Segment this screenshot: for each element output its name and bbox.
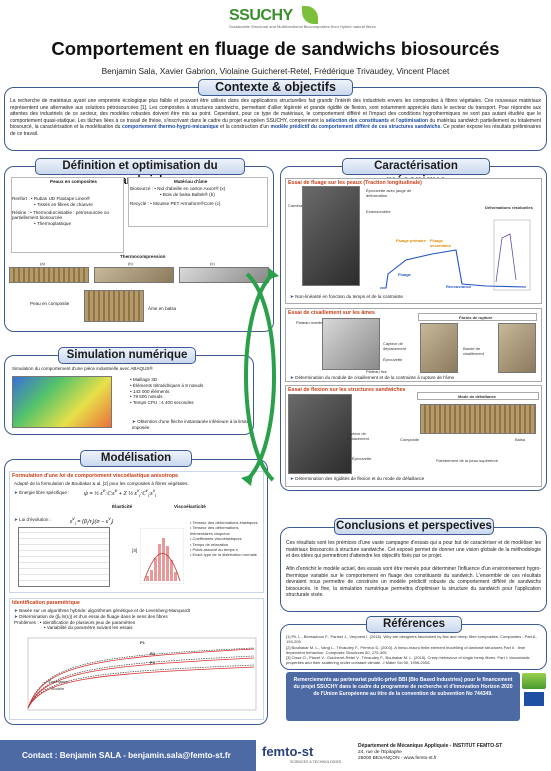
fluage-curve [376, 216, 538, 292]
flexion-setup-photo [288, 394, 352, 474]
ame-content: Biosourcé : • Nid d'abeille en carton Axxor® (x) • Bois de balsa Baltek® (b) Recyclé : • Mousse PET Armaform®Core (c) [130, 186, 226, 206]
curve-label-p3: P3 [150, 660, 155, 665]
loi-evolution-equation: ε̇$^v_i$ = $(\beta_i/\tau_i)(\sigma - \varepsilon^v_i)$ [70, 516, 114, 526]
conclusions-p2: Afin d'enrichir le modèle actuel, des essais vont être menés pour déterminer l'influence d'un environnement hygro-thermique variable sur le comportement en fluage des constituants du sandwich. L'ensemble de ces résultats devraient nous permettre de construire un modèle prédictif robuste du comportement différé de sandwichs biosourcés. In fine, la simulation numérique permettra d'optimiser la structure du sandwich pour l'application structurale visée. [286, 566, 541, 599]
sandwich-section-photo [84, 290, 144, 322]
label-recouvrance: Recouvrance [446, 284, 472, 289]
honeycomb-core-photo [9, 267, 89, 283]
cycle-arrows-icon [233, 266, 287, 488]
ame-title: Matériau d'âme [174, 179, 208, 184]
cisaillement-title: Essai de cisaillement sur les âmes [288, 310, 375, 316]
defaillance-header [417, 392, 539, 400]
conclusions-heading: Conclusions et perspectives [334, 518, 494, 535]
bbi-logo [522, 673, 546, 689]
references-heading: Références [366, 616, 462, 633]
contexte-text: La recherche de matériaux ayant une empreinte écologique plus faible et pouvant être utilisés dans des applications structurelles fait grandir l'intérêt des industriels envers les composites à fibres végétales. Ces nouveaux matériaux représentent une alternative aux solutions pétrosourcées [1]. Les composites à structures sandwichs, permettant d'allier légèreté et grande rigidité de flexion, sont notamment appréciés dans le secteur du transport. Pour répondre aux attentes des industriels de ce secteur, des modèles robustes doivent être mis au point. Cependant, pour ce type de matériaux, le comportement différé et l'impact des conditions hygrothermiques ne sont pas autant étudiés que le comportement quasi-statique. Les tâches liées à ce travail de thèse, s'inscrivant dans le cadre du projet européen SSUCHY, comprennent la sélection des constituants et l'optimisation du matériau sandwich partiellement ou totalement biosourcé, la caractérisation et la modélisation du comportement thermo-hygro-mécanique et la construction d'un modèle prédictif du comportement différé de ces structures sandwichs. Ce poster expose les résultats préliminaires de ce travail. [10, 98, 542, 137]
references-list [286, 634, 542, 666]
curve-label-p1: P1 [140, 640, 145, 645]
abaqus-mesh-image [12, 376, 112, 428]
loi-line1: Adapté de la formulation de Boubakar & al. [2] pour les composites à fibres végétales. [14, 481, 189, 486]
viscoelasticite-label: Viscoélasticité [174, 504, 206, 509]
label-eprouvette-flexion: Éprouvette [352, 456, 372, 461]
energie-label: ➤ Énergie libre spécifique : [14, 490, 69, 496]
caracterisation-heading: Caractérisation [342, 158, 490, 175]
facies-photo-1 [420, 323, 458, 373]
cisaillement-setup-photo [322, 318, 380, 370]
reference-2: [2] Boubakar M. L., Vang L., Trivaudey F., Perreux D. (2003). A meso-macro finite element modelling of laminate structures Part II : time dependent behaviour. Composite Structures 60, 275-305. [286, 644, 526, 655]
label-camera: Caméra [288, 203, 303, 208]
curve-label-p2: P2 [150, 651, 155, 656]
core-label-c: (c) [210, 261, 215, 266]
reference-3: [3] Cisse O., Placet V., Guicheret-Retel V., Trivaudey F., Boubakar M. L. (2015). Creep behaviour of single hemp fibres. Part I: viscoelastic properties and their scattering under constant climate. J Mater Sci 50, 1996-2006. [286, 655, 530, 666]
loi-evolution-label: ➤ Loi d'évolution : [14, 517, 51, 523]
conclusions-p1: Ces résultats sont les prémices d'une vaste campagne d'essais qui a pour but de caractériser et de modéliser les matériaux biosourcés à structure sandwiche. Cet exposé permet de donner une vision globale de la méthodologie et des idées qui permettront d'atteindre les objectifs fixés par ce projet. [286, 540, 541, 560]
label-extensometre: Extensomètre [366, 209, 391, 214]
label-composite: Composite [400, 437, 420, 442]
label-eprouvette: Éprouvette [383, 357, 403, 362]
balsa-core-photo [94, 267, 174, 283]
simulation-result: ➤ Obtention d'une flèche instantanée inférieure à la limite imposée. [132, 419, 250, 431]
definition-heading: Définition et optimisation du [35, 158, 245, 175]
elasticite-label: Élasticité [112, 504, 133, 509]
identification-title: Identification paramétrique [12, 600, 80, 606]
simulation-list: • Maillage 3D • Éléments tétraédriques à 8 nœuds • 143 000 éléments • 78 500 nœuds • Temps CPU : 4 400 secondes [130, 377, 204, 406]
cisaillement-bullet: ➤ Détermination du module de cisaillement et de la contrainte à rupture de l'âme [290, 375, 454, 381]
label-fluage: Fluage [398, 272, 411, 277]
funding-banner: Remerciements au partenariat public-privé BBI (Bio Based Industries) pour le financement du projet SSUCHY dans le cadre du programme de recherche et d'innovation Horizon 2020 de l'Union Européenne au titre de la convention de subvention No 744349. [286, 672, 520, 721]
peau-label: Peau en composite [30, 301, 70, 306]
flexion-bullet: ➤ Détermination des rigidités de flexion et du mode de défaillance [290, 476, 424, 482]
ssuchy-logo: SSUCHY [229, 7, 293, 24]
footer [0, 740, 551, 771]
defaillance-title: Mode de défaillance [458, 394, 497, 399]
legend-modele: —— Modèle [42, 686, 65, 691]
ref-tag-3: [3] [132, 548, 138, 553]
core-label-a: (a) [40, 261, 45, 266]
logo-leaf-icon [302, 6, 318, 24]
poster-title: Comportement en fluage de sandwichs biosourcés [51, 38, 500, 59]
facies-header [418, 313, 537, 321]
label-fluage-primaire: Fluage primaire [396, 238, 426, 243]
contact[interactable]: Contact : Benjamin SALA - benjamin.sala@femto-st.fr [0, 740, 256, 771]
normal-distribution-chart [140, 528, 184, 584]
simulation-subtitle: Simulation du comportement d'une pièce industrielle avec ABAQUS® [12, 366, 153, 371]
modelisation-heading: Modélisation [80, 450, 192, 467]
label-fluage-secondaire: Fluage secondaire [430, 238, 452, 248]
identification-chart [14, 636, 258, 718]
facies-photo-2 [498, 323, 536, 373]
reference-1: [1] Pil, L., Bensadoun F., Pariset J., Verpoest I. (2016). Why are designers fascinated by flax and hemp fibre composites. Composites : Part A, 193-205 [286, 634, 537, 645]
label-plateau-mobile: Plateau mobile [296, 320, 323, 325]
identification-list: ➤ Basée sur un algorithme hybride: algorithmes génétique et de Levenberg-Marquardt ➤ Détermination de (βᵢ,ln(τᵢ)) et d'un essai de fluage dans le sens des fibres Problèmes : • Identification de plusieurs jeux de paramètres • Variabilité du paramètre suivant les essais [14, 608, 262, 631]
modelisation-legend: • Tenseur des déformations élastiques • Tenseur des déformations élémentaires visqueux • Coefficients viscoélastiques • Temps de relaxation • Poids associé au temps τᵢ • Exact type de la distribution normale [190, 520, 258, 558]
simulation-heading: Simulation numérique [58, 347, 196, 364]
legend-experience: ---- Expérience [42, 679, 69, 684]
label-deformations-residuelles: Déformations résiduelles [485, 205, 533, 210]
eu-flag-icon [524, 692, 544, 706]
label-capteur-flexion: Capteur de déplacement [346, 431, 369, 441]
label-balsa: Balsa [515, 437, 526, 442]
label-capteur-deplacement: Capteur de déplacement [383, 341, 406, 351]
loi-title: Formulation d'une loi de comportement viscoélastique anisotrope [12, 473, 179, 479]
peaux-title: Peaux en composites [50, 179, 97, 184]
matrix-equations [18, 527, 110, 587]
contexte-heading: Contexte & objectifs [198, 79, 353, 96]
fluage-bullet: ➤ Non-linéarité en fonction du temps et de la contrainte [290, 294, 403, 300]
thermo-label: Thermocompression [120, 254, 166, 259]
energie-equation: ψ = ½ $\varepsilon^e:ℂ:\varepsilon^e + \Sigma$ ½ $\varepsilon^v_i:ℂ^v_i:\varepsilon^v_i$ [84, 488, 157, 498]
peaux-content: Renfort : • Ruban UD Flaxtape Lineo® • Tissés en fibres de chanvre Résine : • Thermodurcissable : pétrosourcée ou partiellement biosourcée • Thermoplastique [12, 196, 110, 227]
femto-logo-subtitle: SCIENCES & TECHNOLOGIES [290, 760, 342, 764]
fluage-title: Essai de fluage sur les peaux (Traction longitudinale) [288, 180, 422, 186]
label-plateau-fixe: Plateau fixe [366, 369, 387, 374]
flexion-title: Essai de flexion sur les structures sandwiches [288, 387, 406, 393]
label-eprouvette-jauge: Éprouvette avec jauge de déformation [366, 188, 412, 198]
defaillance-photo [420, 404, 536, 434]
femto-logo: femto-st [262, 744, 314, 759]
core-label-b: (b) [128, 261, 133, 266]
facies-title: Faciès de rupture [459, 315, 493, 320]
fluage-setup-photo [302, 186, 360, 286]
ame-balsa-label: Âme en balsa [148, 306, 177, 311]
footer-address: Département de Mécanique Appliquée - INSTITUT FEMTO-ST 24, rue de l'Epitaphe 25000 BESANÇON - www.femto-st.fr [358, 743, 503, 761]
label-flambement: Flambement de la peau supérieure [436, 458, 499, 463]
ssuchy-logo-subtitle: Sustainable Structural and Multifunctional Biocomposites from Hybrid natural fibres [229, 24, 376, 29]
label-bande-cisaillement: Bande de cisaillement [463, 346, 484, 356]
authors: Benjamin Sala, Xavier Gabrion, Violaine Guicheret-Retel, Frédérique Trivaudey, Vincent Placet [101, 66, 450, 76]
